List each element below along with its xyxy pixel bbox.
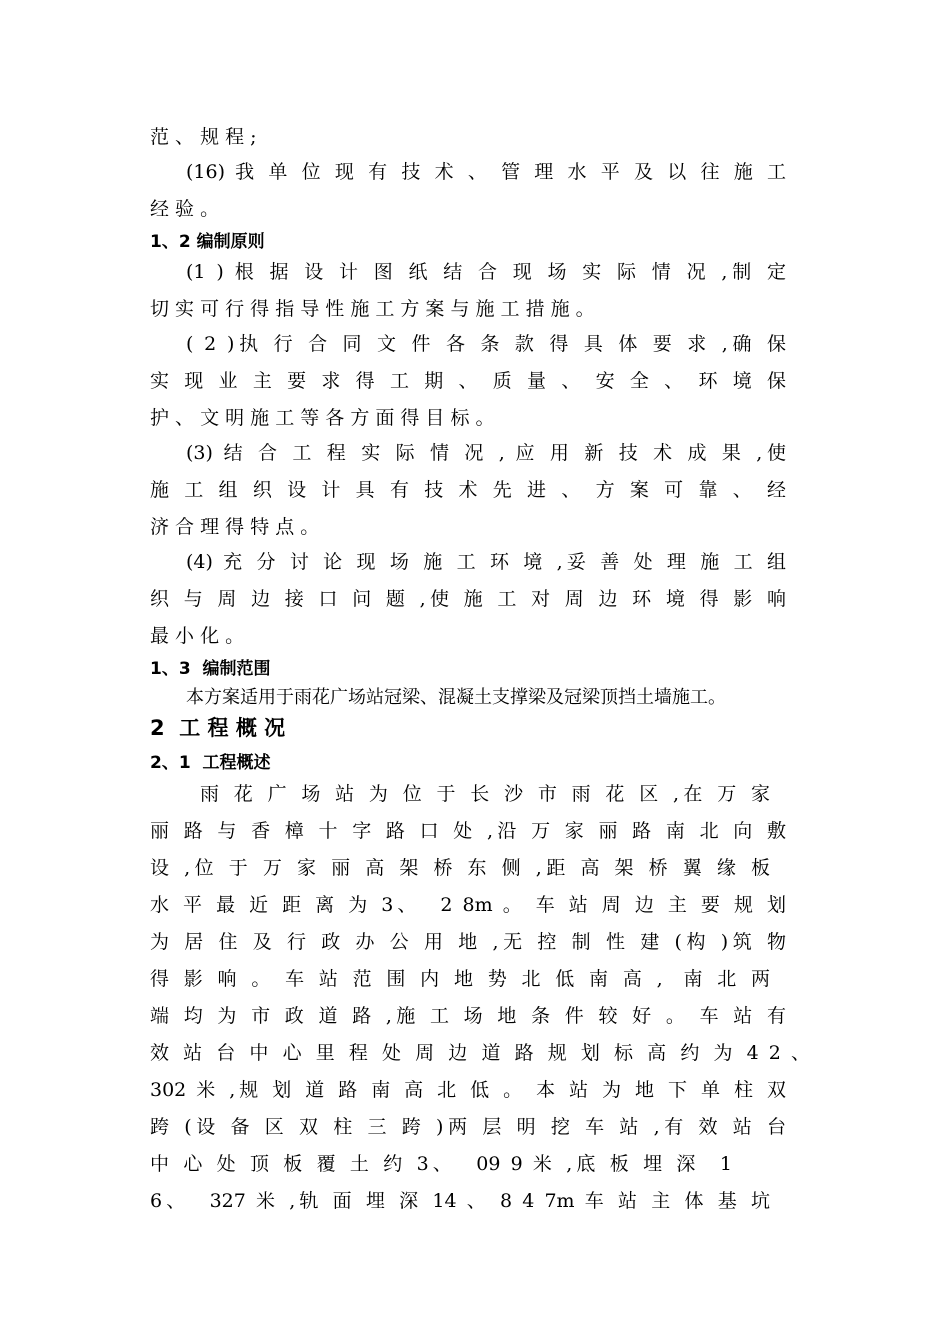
section-heading: 2、1 工程概述 xyxy=(150,753,271,773)
text-line: (4) 充 分 讨 论 现 场 施 工 环 境 ,妥 善 处 理 施 工 组 xyxy=(186,551,786,573)
text-line: 6、 327 米 ,轨 面 埋 深 14 、 8 4 7m 车 站 主 体 基 坑 xyxy=(150,1190,770,1212)
text-line: (1 ) 根 据 设 计 图 纸 结 合 现 场 实 际 情 况 ,制 定 xyxy=(186,261,786,283)
text-line: 织 与 周 边 接 口 问 题 ,使 施 工 对 周 边 环 境 得 影 响 xyxy=(150,588,786,610)
text-line: 本方案适用于雨花广场站冠梁、混凝土支撑梁及冠梁顶挡土墙施工。 xyxy=(186,687,726,708)
text-line: ( 2 )执 行 合 同 文 件 各 条 款 得 具 体 要 求 ,确 保 xyxy=(186,333,786,355)
text-line: 济 合 理 得 特 点 。 xyxy=(150,516,320,538)
section-heading: 1、3 编制范围 xyxy=(150,659,271,679)
text-line: 最 小 化 。 xyxy=(150,625,245,647)
text-line: 切 实 可 行 得 指 导 性 施 工 方 案 与 施 工 措 施 。 xyxy=(150,298,595,320)
chapter-heading: 2 工 程 概 况 xyxy=(150,716,286,740)
text-line: 端 均 为 市 政 道 路 ,施 工 场 地 条 件 较 好 。 车 站 有 xyxy=(150,1005,786,1027)
text-line: (16) 我 单 位 现 有 技 术 、 管 理 水 平 及 以 往 施 工 xyxy=(186,161,786,183)
text-line: 302 米 ,规 划 道 路 南 高 北 低 。 本 站 为 地 下 单 柱 双 xyxy=(150,1079,786,1101)
text-line: 得 影 响 。 车 站 范 围 内 地 势 北 低 南 高 , 南 北 两 xyxy=(150,968,770,990)
text-line: 效 站 台 中 心 里 程 处 周 边 道 路 规 划 标 高 约 为 4 2 、 xyxy=(150,1042,810,1064)
text-line: 经 验 。 xyxy=(150,198,220,220)
text-line: (3) 结 合 工 程 实 际 情 况 , 应 用 新 技 术 成 果 ,使 xyxy=(186,442,786,464)
text-line: 施 工 组 织 设 计 具 有 技 术 先 进 、 方 案 可 靠 、 经 xyxy=(150,479,786,501)
text-line: 设 ,位 于 万 家 丽 高 架 桥 东 侧 ,距 高 架 桥 翼 缘 板 xyxy=(150,857,770,879)
text-line: 雨 花 广 场 站 为 位 于 长 沙 市 雨 花 区 ,在 万 家 xyxy=(200,783,770,805)
text-line: 护 、 文 明 施 工 等 各 方 面 得 目 标 。 xyxy=(150,407,495,429)
text-line: 水 平 最 近 距 离 为 3、 2 8m 。 车 站 周 边 主 要 规 划 xyxy=(150,894,786,916)
text-line: 范 、 规 程 ; xyxy=(150,126,257,148)
text-line: 为 居 住 及 行 政 办 公 用 地 ,无 控 制 性 建 (构 )筑 物 xyxy=(150,931,786,953)
text-line: 丽 路 与 香 樟 十 字 路 口 处 ,沿 万 家 丽 路 南 北 向 敷 xyxy=(150,820,786,842)
text-line: 跨 (设 备 区 双 柱 三 跨 )两 层 明 挖 车 站 ,有 效 站 台 xyxy=(150,1116,786,1138)
text-line: 中 心 处 顶 板 覆 土 约 3、 09 9 米 ,底 板 埋 深 1 xyxy=(150,1153,732,1175)
section-heading: 1、2 编制原则 xyxy=(150,232,265,252)
text-line: 实 现 业 主 要 求 得 工 期 、 质 量 、 安 全 、 环 境 保 xyxy=(150,370,786,392)
